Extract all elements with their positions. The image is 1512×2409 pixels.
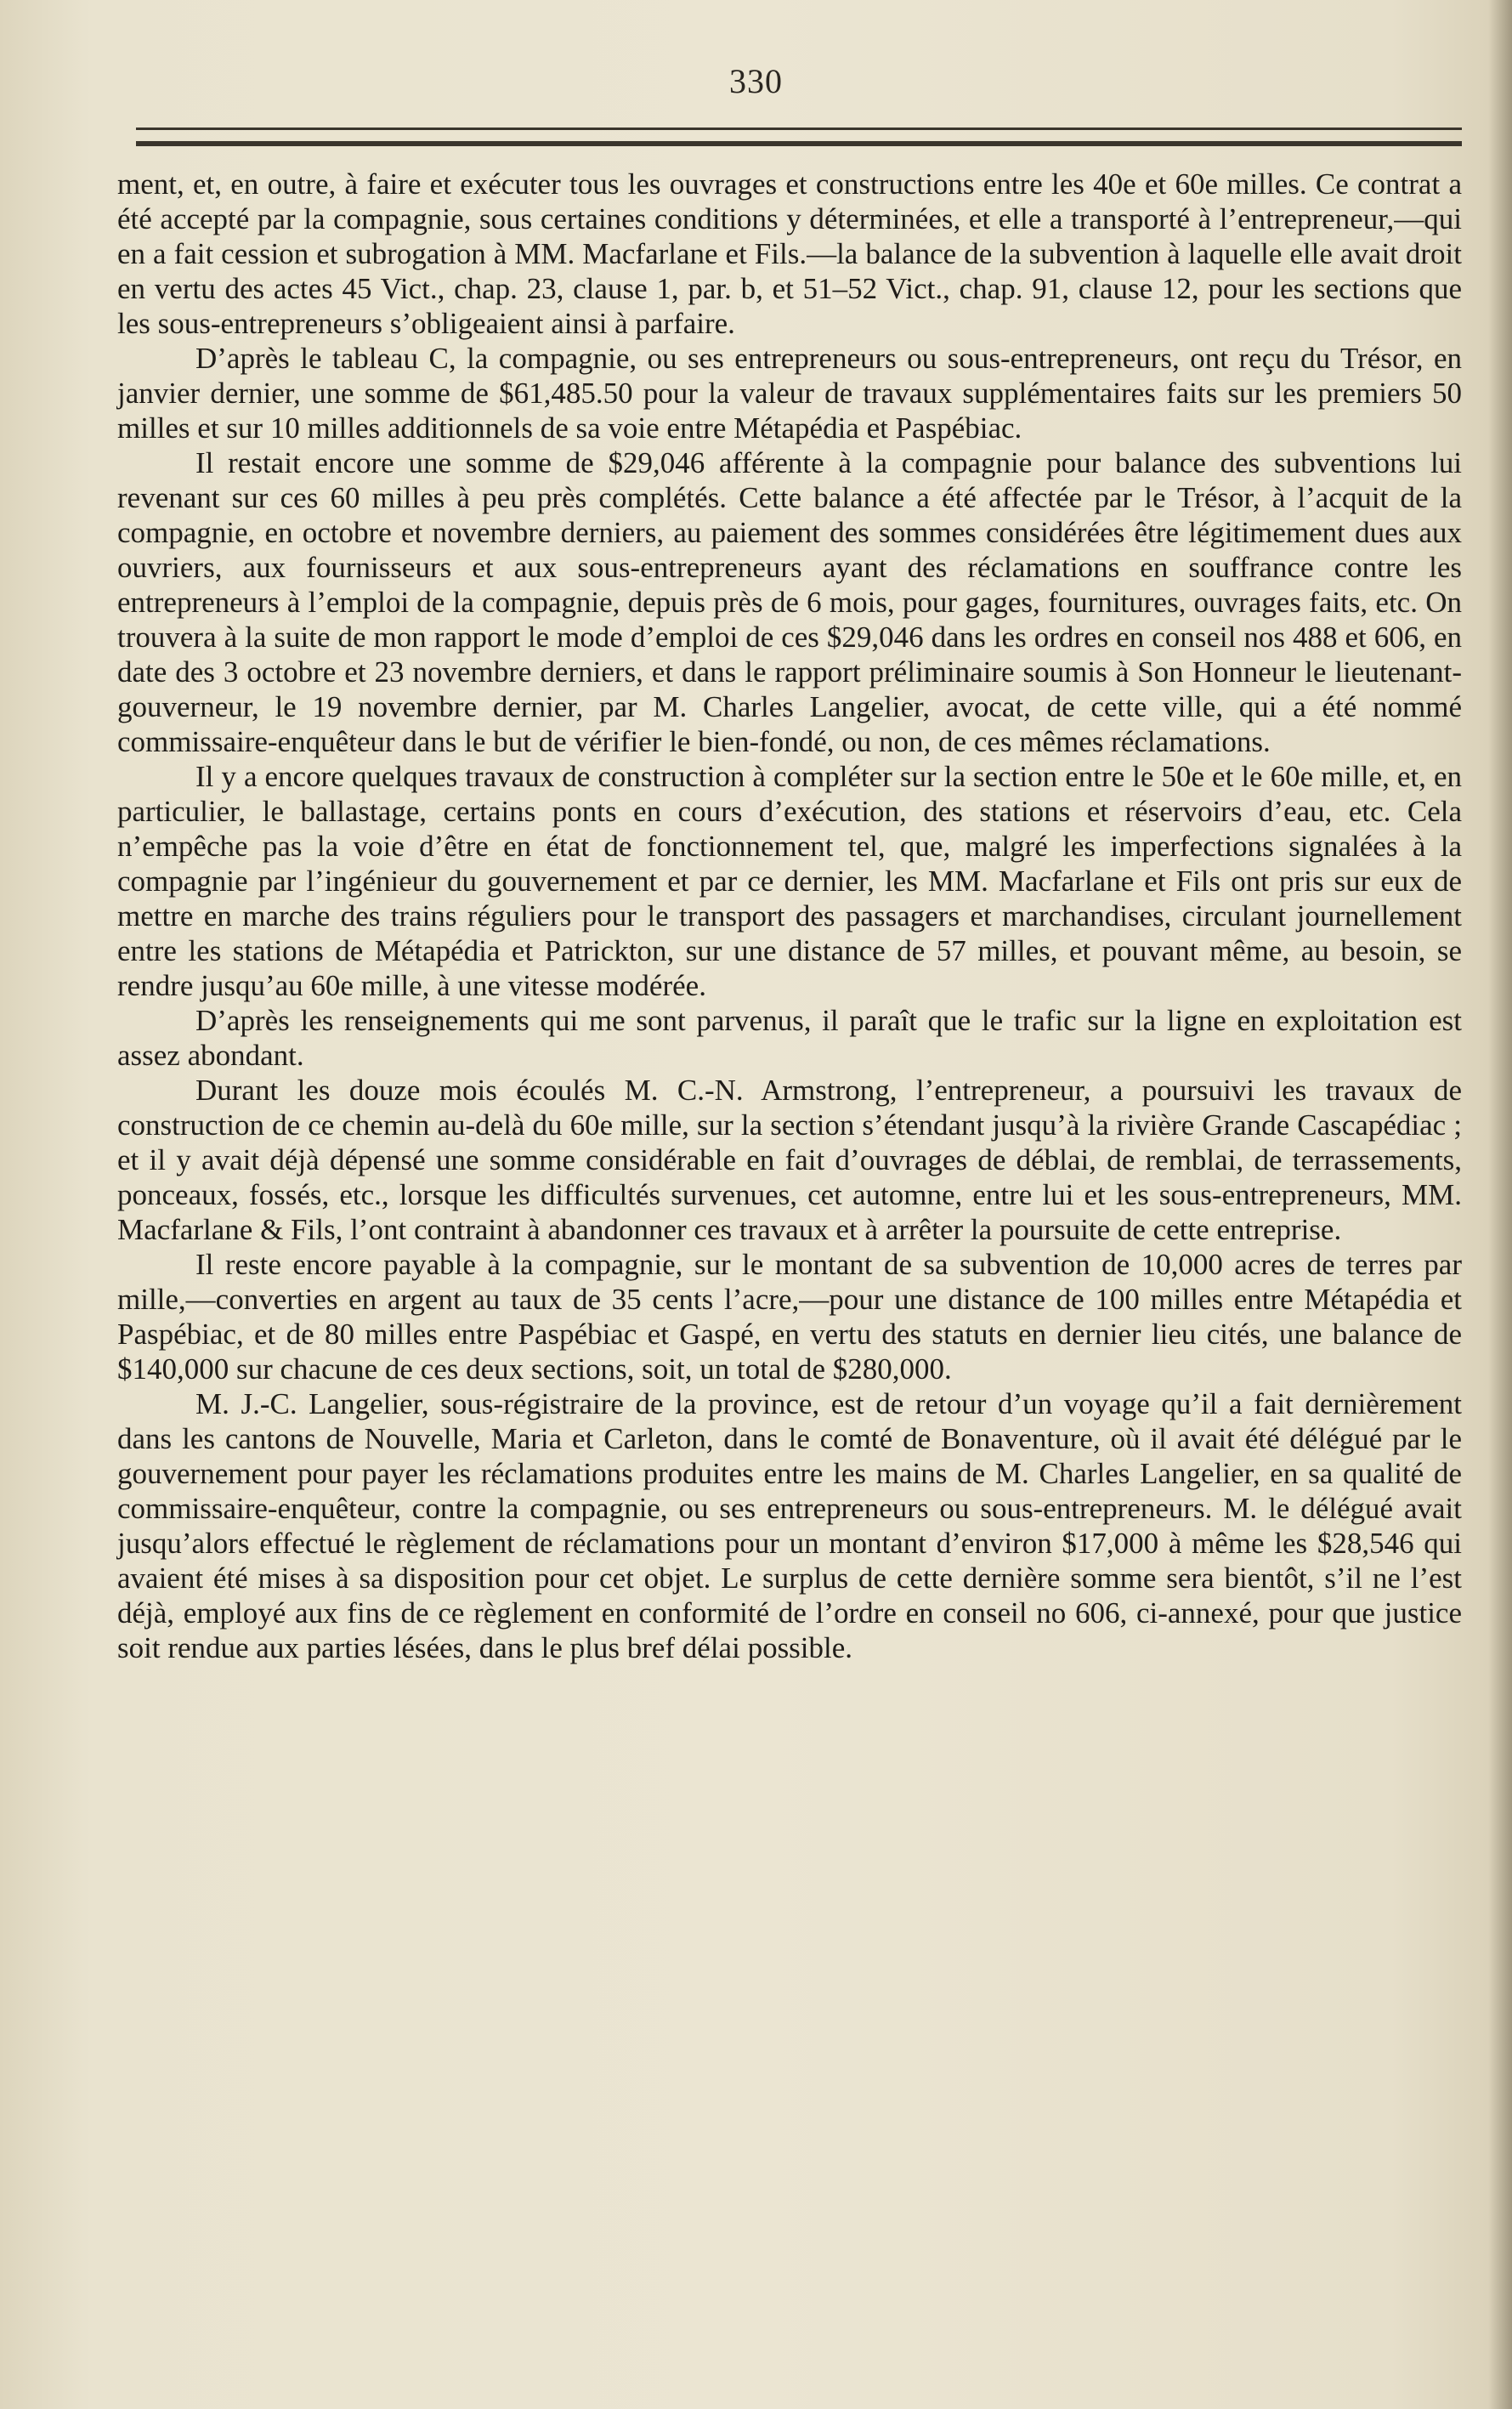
paragraph: Il restait encore une somme de $29,046 afférente à la compagnie pour balance des subventions lui revenant sur ces 60 milles à peu près complétés. Cette balance a été affectée par le Trésor, à l’acquit de la compagnie, en octobre et novembre derniers, au paiement des sommes considérées être légitimement dues aux ouvriers, aux fournisseurs et aux sous-entrepreneurs ayant des réclamations en souffrance contre les entrepreneurs à l’emploi de la compagnie, depuis près de 6 mois, pour gages, fournitures, ouvrages faits, etc. On trouvera à la suite de mon rapport le mode d’emploi de ces $29,046 dans les ordres en conseil nos 488 et 606, en date des 3 octobre et 23 novembre derniers, et dans le rapport préliminaire soumis à Son Honneur le lieutenant-gouverneur, le 19 novembre dernier, par M. Charles Langelier, avocat, de cette ville, qui a été nommé commissaire-enquêteur dans le but de vérifier le bien-fondé, ou non, de ces mêmes réclamations. [117, 446, 1462, 758]
page-number: 330 [729, 62, 783, 100]
header-rule-thick [136, 141, 1462, 146]
paragraph: Durant les douze mois écoulés M. C.-N. Armstrong, l’entrepreneur, a poursuivi les travaux de construction de ce chemin au-delà du 60e mille, sur la section s’étendant jusqu’à la rivière Grande Cascapédiac ; et il y avait déjà dépensé une somme considérable en fait d’ouvrages de déblai, de remblai, de terrassements, ponceaux, fossés, etc., lorsque les difficultés survenues, cet automne, entre lui et les sous-entrepreneurs, MM. Macfarlane & Fils, l’ont contraint à abandonner ces travaux et à arrêter la poursuite de cette entreprise. [117, 1074, 1462, 1246]
paragraph: D’après les renseignements qui me sont parvenus, il paraît que le trafic sur la ligne en exploitation est assez abondant. [117, 1004, 1462, 1072]
paragraph: Il reste encore payable à la compagnie, sur le montant de sa subvention de 10,000 acres de terres par mille,—converties en argent au taux de 35 cents l’acre,—pour une distance de 100 milles entre Métapédia et Paspébiac, et de 80 milles entre Paspébiac et Gaspé, en vertu des statuts en dernier lieu cités, une balance de $140,000 sur chacune de ces deux sections, soit, un total de $280,000. [117, 1248, 1462, 1386]
page-edge-shadow [1488, 0, 1512, 2409]
paragraph: M. J.-C. Langelier, sous-régistraire de la province, est de retour d’un voyage qu’il a fait dernièrement dans les cantons de Nouvelle, Maria et Carleton, dans le comté de Bonaventure, où il avait été délégué par le gouvernement pour payer les réclamations produites entre les mains de M. Charles Langelier, en sa qualité de commissaire-enquêteur, contre la compagnie, ou ses entrepreneurs ou sous-entrepreneurs. M. le délégué avait jusqu’alors effectué le règlement de réclamations pour un montant d’environ $17,000 à même les $28,546 qui avaient été mises à sa disposition pour cet objet. Le surplus de cette dernière somme sera bientôt, s’il ne l’est déjà, employé aux fins de ce règlement en conformité de l’ordre en conseil no 606, ci-annexé, pour que justice soit rendue aux parties lésées, dans le plus bref délai possible. [117, 1387, 1462, 1664]
paragraph-continuation: ment, et, en outre, à faire et exécuter tous les ouvrages et constructions entre les 40e et 60e milles. Ce contrat a été accepté par la compagnie, sous certaines conditions y déterminées, et elle a transporté à l’entrepreneur,—qui en a fait cession et subrogation à MM. Macfarlane et Fils.—la balance de la subvention à laquelle elle avait droit en vertu des actes 45 Vict., chap. 23, clause 1, par. b, et 51–52 Vict., chap. 91, clause 12, pour les sections que les sous-entrepreneurs s’obligeaient ainsi à parfaire. [117, 167, 1462, 340]
paragraph: D’après le tableau C, la compagnie, ou ses entrepreneurs ou sous-entrepreneurs, ont reçu du Trésor, en janvier dernier, une somme de $61,485.50 pour la valeur de travaux supplémentaires faits sur les premiers 50 milles et sur 10 milles additionnels de sa voie entre Métapédia et Paspébiac. [117, 342, 1462, 445]
paragraph: Il y a encore quelques travaux de construction à compléter sur la section entre le 50e et le 60e mille, et, en particulier, le ballastage, certains ponts en cours d’exécution, des stations et réservoirs d’eau, etc. Cela n’empêche pas la voie d’être en état de fonctionnement tel, que, malgré les imperfections signalées à la compagnie par l’ingénieur du gouvernement et par ce dernier, les MM. Macfarlane et Fils ont pris sur eux de mettre en marche des trains réguliers pour le transport des passagers et marchandises, circulant journellement entre les stations de Métapédia et Patrickton, sur une distance de 57 milles, et pouvant même, au besoin, se rendre jusqu’au 60e mille, à une vitesse modérée. [117, 760, 1462, 1002]
header-rule-thin [136, 128, 1462, 130]
body-text [117, 167, 1462, 1665]
